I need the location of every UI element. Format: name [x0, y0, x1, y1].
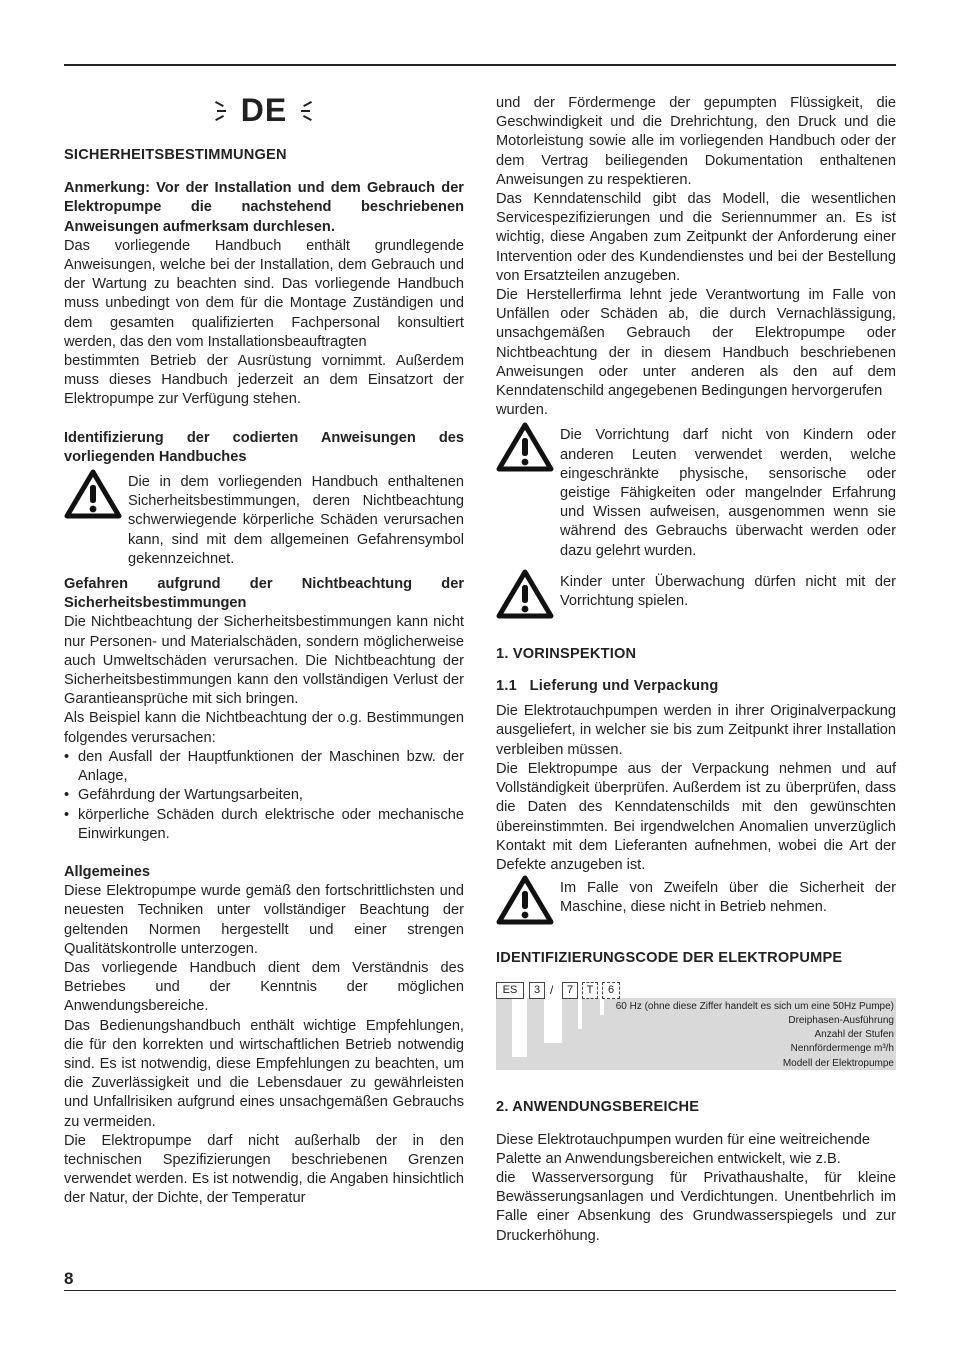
- code-label: 60 Hz (ohne diese Ziffer handelt es sich um eine 50Hz Pumpe): [615, 1001, 894, 1013]
- warning-triangle-icon: [496, 569, 554, 619]
- code-label: Anzahl der Stufen: [814, 1029, 894, 1041]
- identification-code-diagram: [496, 982, 896, 1072]
- paragraph: Das Bedienungshandbuch enthält wichtige Empfehlungen, die für den korrekten und wirtschaftlichen Betrieb notwendig sind. Es ist notwendig, diese Empfehlungen zu beachten, um die Zuverlässigkeit und die Lebensdauer zu gewährleisten und Unfallrisiken aufgrund eines unsachgemäßen Gebrauchs zu vermeiden.: [64, 1017, 464, 1130]
- warning-block: [496, 573, 896, 619]
- ray-right-icon: [301, 100, 315, 122]
- paragraph: Die Elektrotauchpumpen werden in ihrer Originalverpackung ausgeliefert, in welcher sie bis zum Zeitpunkt ihrer Installation verbleiben müssen.: [496, 703, 896, 758]
- warning-block: [64, 473, 464, 569]
- paragraph: Die Herstellerfirma lehnt jede Verantwortung im Falle von Unfällen oder Schäden ab, die durch Vernachlässigung, unsachgemäßen Gebrauch der Elektropumpe oder Nichtbeachtung der in diesem Handbuch beschriebenen Anweisungen oder unter anderen als den auf dem Kenndatenschild angegebenen Bedingungen hervorgerufen: [496, 287, 896, 400]
- note-bold: Anmerkung: Vor der Installation und dem Gebrauch der Elektropumpe die nachstehend beschriebenen Anweisungen aufmerksam durchlesen.: [64, 180, 464, 235]
- warning-text: Kinder unter Überwachung dürfen nicht mit der Vorrichtung spielen.: [560, 573, 896, 610]
- list-item: • körperliche Schäden durch elektrische oder mechanische Einwirkungen.: [64, 806, 464, 844]
- bullet-list: [64, 748, 464, 844]
- list-item: • Gefährdung der Wartungsarbeiten,: [64, 786, 464, 805]
- code-box: 3: [529, 982, 545, 999]
- code-separator: /: [550, 983, 554, 998]
- right-column: [496, 94, 896, 1246]
- code-label: Modell der Elektropumpe: [782, 1058, 894, 1070]
- subheading-general: Allgemeines: [64, 863, 150, 880]
- ray-left-icon: [213, 100, 227, 122]
- language-marker: [104, 94, 424, 128]
- warning-triangle-icon: [496, 875, 554, 925]
- paragraph: Die Nichtbeachtung der Sicherheitsbestimmungen kann nicht nur Personen- und Materialschäden, sondern möglicherweise auch Umweltschäden verursachen. Die Nichtbeachtung der Sicherheitsbestimmungen kann den vollständigen Verlust der Garantieansprüche mit sich bringen.: [64, 614, 464, 708]
- warning-text: Die Vorrichtung darf nicht von Kindern oder anderen Leuten verwendet werden, welche eingeschränkte physische, sensorische oder geistige Fähigkeiten oder mangelnder Erfahrung und Wissen aufweisen, ausgenommen wenn sie während des Gebrauchs überwacht werden oder dazu gelehrt wurden.: [560, 427, 896, 559]
- code-label: Dreiphasen-Ausführung: [788, 1015, 894, 1027]
- section-heading-preinspection: 1. VORINSPEKTION: [496, 645, 637, 662]
- subsection-heading-delivery: 1.1 Lieferung und Verpackung: [496, 678, 719, 695]
- warning-block: [496, 426, 896, 560]
- warning-triangle-icon: [64, 469, 122, 519]
- left-column: [64, 94, 464, 1209]
- paragraph: Die Elektropumpe aus der Verpackung nehmen und auf Vollständigkeit überprüfen. Außerdem ist zu überprüfen, dass die Daten des Kenndatenschilds mit den gewünschten übereinstimmten. Bei irgendwelchen Anomalien unverzüglich Kontakt mit dem Lieferanten aufnehmen, wobei die Art der Defekte anzugeben ist.: [496, 760, 896, 873]
- paragraph: bestimmten Betrieb der Ausrüstung vornimmt. Außerdem muss dieses Handbuch jederzeit an dem Einsatzort der Elektropumpe zur Verfügung stehen.: [64, 353, 464, 408]
- code-box: 7: [562, 982, 578, 999]
- paragraph: Diese Elektropumpe wurde gemäß den fortschrittlichsten und neuesten Techniken unter vollständiger Beachtung der geltenden Normen hergestellt und einer strengen Qualitätskontrolle unterzogen.: [64, 883, 464, 957]
- paragraph: Als Beispiel kann die Nichtbeachtung der o.g. Bestimmungen folgendes verursachen:: [64, 710, 464, 746]
- warning-text: Im Falle von Zweifeln über die Sicherheit der Maschine, diese nicht in Betrieb nehmen.: [560, 880, 896, 916]
- subheading-identification: Identifizierung der codierten Anweisungen des vorliegenden Handbuches: [64, 429, 464, 465]
- code-heading: IDENTIFIZIERUNGSCODE DER ELEKTROPUMPE: [496, 950, 843, 967]
- code-box: T: [582, 982, 598, 999]
- warning-text: Die in dem vorliegenden Handbuch enthaltenen Sicherheitsbestimmungen, deren Nichtbeachtung schwerwiegende körperliche Schäden verursachen kann, sind mit dem allgemeinen Gefahrensymbol gekennzeichnet.: [128, 474, 464, 567]
- paragraph: wurden.: [496, 402, 548, 419]
- section-heading-applications: 2. ANWENDUNGSBEREICHE: [496, 1099, 700, 1116]
- paragraph: und der Fördermenge der gepumpten Flüssigkeit, die Geschwindigkeit und die Drehrichtung, den Druck und die Motorleistung sowie alle im vorliegenden Handbuch oder der dem Vertrag beiliegenden Dokumentation enthaltenen Anweisungen zu respektieren.: [496, 95, 896, 188]
- section-heading-safety: SICHERHEITSBESTIMMUNGEN: [64, 147, 287, 163]
- code-box: 6: [602, 982, 620, 999]
- page-number: 8: [64, 1269, 74, 1288]
- warning-triangle-icon: [496, 422, 554, 472]
- language-code: DE: [240, 92, 288, 129]
- paragraph: Das vorliegende Handbuch dient dem Verständnis des Betriebes und der Kenntnis der möglichen Anwendungsbereiche.: [64, 959, 464, 1015]
- top-rule: [64, 64, 896, 66]
- paragraph: Diese Elektrotauchpumpen wurden für eine weitreichende Palette an Anwendungsbereichen entwickelt, wie z.B.: [496, 1131, 870, 1167]
- paragraph: Die Elektropumpe darf nicht außerhalb der in den technischen Spezifizierungen beschriebenen Grenzen verwendet werden. Es ist notwendig, die Angaben hinsichtlich der Natur, der Dichte, der Temperatur: [64, 1132, 464, 1207]
- paragraph: Das Kenndatenschild gibt das Modell, die wesentlichen Servicespezifizierungen und die Seriennummer an. Es ist wichtig, diese Angaben zum Zeitpunkt der Anforderung einer Intervention oder des Kundendienstes und bei der Bestellung von Ersatzteilen anzugeben.: [496, 191, 896, 284]
- paragraph: die Wasserversorgung für Privathaushalte, für kleine Bewässerungsanlagen und Verdichtungen. Unentbehrlich im Falle einer Absenkung des Grundwasserspiegels und zur Druckerhöhung.: [496, 1169, 896, 1244]
- warning-block: [496, 879, 896, 925]
- paragraph: Das vorliegende Handbuch enthält grundlegende Anweisungen, welche bei der Installation, dem Gebrauch und der Wartung zu beachten sind. Das vorliegende Handbuch muss unbedingt von dem für die Montage Zuständigen und dem gesamten qualifizierten Fachpersonal konsultiert werden, das den vom Installationsbeauftragten: [64, 237, 464, 350]
- code-label: Nennfördermenge m³/h: [790, 1043, 894, 1055]
- bottom-rule: [64, 1290, 896, 1291]
- list-item: • den Ausfall der Hauptfunktionen der Maschinen bzw. der Anlage,: [64, 748, 464, 786]
- code-box: ES: [496, 982, 524, 999]
- subheading-danger: Gefahren aufgrund der Nichtbeachtung der Sicherheitsbestimmungen: [64, 576, 464, 612]
